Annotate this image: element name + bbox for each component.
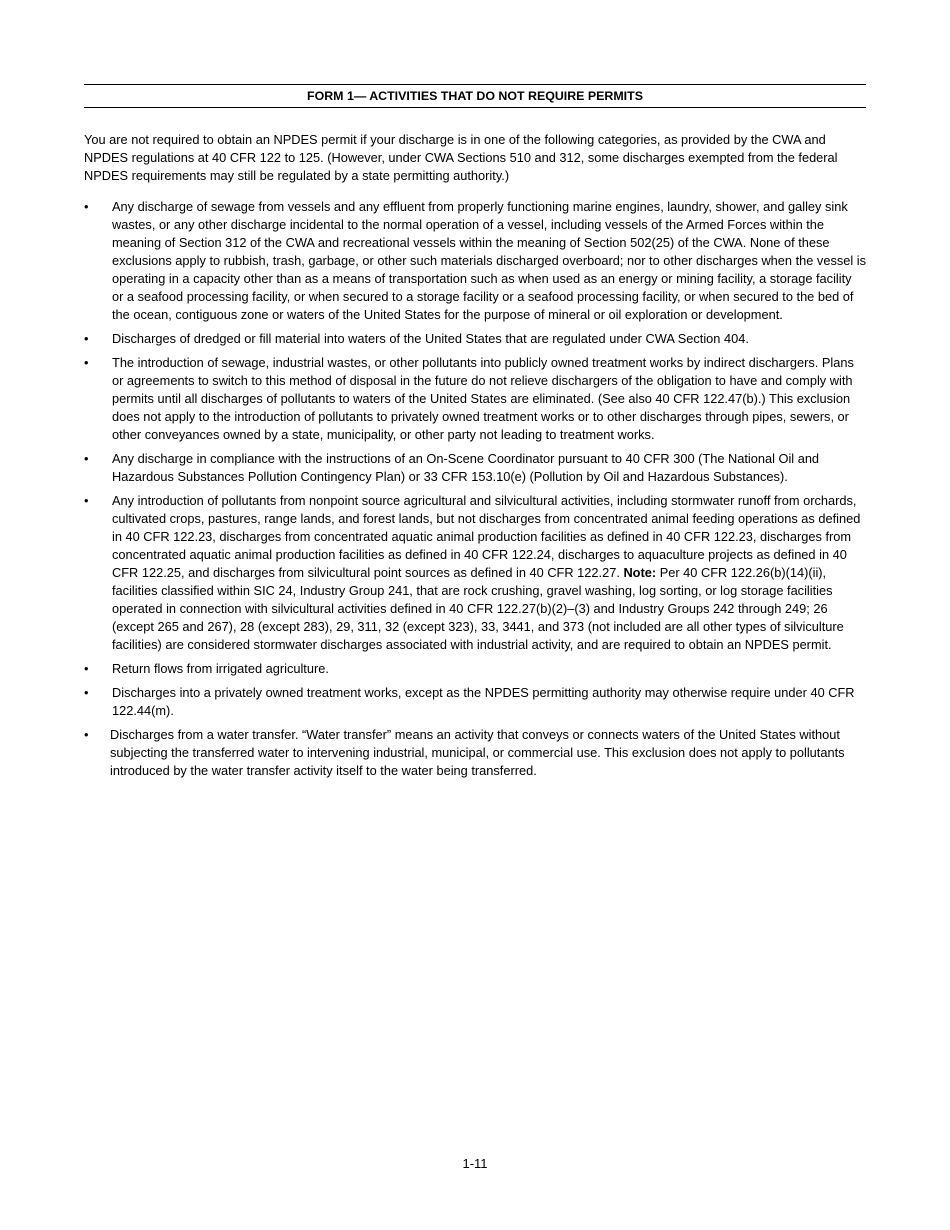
bullet-icon: • — [84, 198, 89, 214]
list-item-text: Discharges from a water transfer. “Water transfer” means an activity that conveys or connects waters of the United States without subjecting the transferred water to intervening industrial, municipal, or commercial use. This exclusion does not apply to pollutants introduced by the water transfer activity itself to the water being transferred. — [110, 726, 845, 778]
bullet-icon: • — [84, 354, 89, 370]
bullet-icon: • — [84, 450, 89, 466]
section-title — [84, 84, 866, 108]
section-title-text: FORM 1— ACTIVITIES THAT DO NOT REQUIRE PERMITS — [307, 89, 643, 103]
note-label: Note: — [623, 564, 657, 580]
bullet-icon: • — [84, 492, 89, 508]
list-item — [84, 330, 866, 348]
list-item — [84, 684, 866, 720]
list-item-text: The introduction of sewage, industrial wastes, or other pollutants into publicly owned treatment works by indirect dischargers. Plans or agreements to switch to this method of disposal in the future do not relieve dischargers of the obligation to have and comply with permits until all discharges of pollutants to waters of the United States are eliminated. (See also 40 CFR 122.47(b).) This exclusion does not apply to the introduction of pollutants to privately owned treatment works or to other discharges through pipes, sewers, or other conveyances owned by a state, municipality, or other party not leading to treatment works. — [112, 354, 854, 442]
list-item-text: Any discharge in compliance with the instructions of an On-Scene Coordinator pursuant to 40 CFR 300 (The National Oil and Hazardous Substances Pollution Contingency Plan) or 33 CFR 153.10(e) (Pollution by Oil and Hazardous Substances). — [112, 450, 820, 484]
list-item-text: Any discharge of sewage from vessels and any effluent from properly functioning marine engines, laundry, shower, and galley sink wastes, or any other discharge incidental to the normal operation of a vessel, including vessels of the Armed Forces within the meaning of Section 312 of the CWA and recreational vessels within the meaning of Section 502(25) of the CWA. None of these exclusions apply to rubbish, trash, garbage, or other such materials discharged overboard; nor to other discharges when the vessel is operating in a capacity other than as a means of transportation such as when used as an energy or mining facility, a storage facility or a seafood processing facility, or when secured to a storage facility or a seafood processing facility, or when secured to the bed of the ocean, contiguous zone or waters of the United States for the purpose of mineral or oil exploration or development. — [112, 198, 867, 322]
list-item — [84, 726, 866, 780]
exclusion-list — [84, 198, 866, 780]
list-item-text: Discharges of dredged or fill material into waters of the United States that are regulated under CWA Section 404. — [112, 330, 749, 346]
bullet-icon: • — [84, 660, 89, 676]
list-item — [84, 354, 866, 444]
list-item — [84, 492, 866, 654]
list-item — [84, 660, 866, 678]
bullet-icon: • — [84, 684, 89, 700]
list-item-text-after-note: Per 40 CFR 122.26(b)(14)(ii), facilities classified within SIC 24, Industry Group 241, that are rock crushing, gravel washing, log sorting, or log storage facilities operated in connection with silvicultural activities defined in 40 CFR 122.27(b)(2)–(3) and Industry Groups 242 through 249; 26 (except 265 and 267), 28 (except 283), 29, 311, 32 (except 323), 33, 3441, and 373 (not included are all other types of silviculture facilities) are considered stormwater discharges associated with industrial activity, and are required to obtain an NPDES permit. — [112, 564, 844, 652]
page-number: 1-11 — [462, 1156, 488, 1171]
list-item — [84, 198, 866, 324]
list-item-text: Discharges into a privately owned treatment works, except as the NPDES permitting authority may otherwise require under 40 CFR 122.44(m). — [112, 684, 855, 718]
intro-paragraph: You are not required to obtain an NPDES permit if your discharge is in one of the following categories, as provided by the CWA and NPDES regulations at 40 CFR 122 to 125. (However, under CWA Sections 510 and 312, some discharges exempted from the federal NPDES requirements may still be regulated by a state permitting authority.) — [84, 132, 838, 183]
list-item-text-before-note: Any introduction of pollutants from nonpoint source agricultural and silvicultural activities, including stormwater runoff from orchards, cultivated crops, pastures, range lands, and forest lands, but not discharges from concentrated animal feeding operations as defined in 40 CFR 122.23, discharges from concentrated aquatic animal production facilities as defined in 40 CFR 122.23, discharges from concentrated aquatic animal production facilities as defined in 40 CFR 122.24, discharges to aquaculture projects as defined in 40 CFR 122.25, and discharges from silvicultural point sources as defined in 40 CFR 122.27. — [112, 492, 861, 580]
document-page — [84, 84, 866, 786]
list-item-text: Return flows from irrigated agriculture. — [112, 660, 329, 676]
list-item — [84, 450, 866, 486]
bullet-icon: • — [84, 330, 89, 346]
bullet-icon: • — [84, 726, 89, 742]
